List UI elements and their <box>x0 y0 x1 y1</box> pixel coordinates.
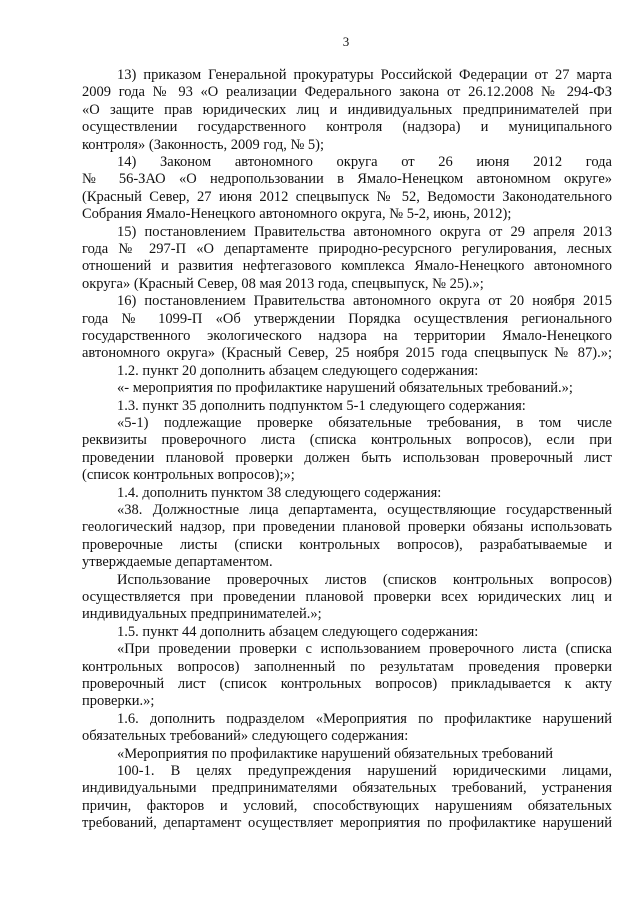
text-line: «О защите прав юридических лиц и индивидуальных предпринимателей при <box>82 101 612 118</box>
text-line: осуществлении государственного контроля (надзора) и муниципального <box>82 119 612 136</box>
text-line: «38. Должностные лица департамента, осуществляющие государственный <box>117 502 612 518</box>
text-line: осуществляется при проведении плановой проверки всех юридических лиц и <box>82 589 612 605</box>
text-line: округа» (Красный Север, 08 мая 2013 года, спецвыпуск, № 25).»; <box>82 275 484 292</box>
text-line: 15) постановлением Правительства автономного округа от 29 апреля 2013 <box>117 223 612 240</box>
text-line: 2009 года № 93 «О реализации Федерального закона от 26.12.2008 № 294-ФЗ <box>82 84 612 101</box>
text-line: утверждаемые департаментом. <box>82 554 273 571</box>
text-line: требований, департамент осуществляет мероприятия по профилактике нарушений <box>82 815 612 832</box>
text-line: (список контрольных вопросов);»; <box>82 467 295 484</box>
page-number: 3 <box>342 34 350 49</box>
text-line: 1.2. пункт 20 дополнить абзацем следующего содержания: <box>117 362 479 379</box>
text-line: 1.5. пункт 44 дополнить абзацем следующего содержания: <box>117 623 479 640</box>
text-line: обязательных требований» следующего содержания: <box>82 728 409 745</box>
text-line: года № 297-П «О департаменте природно-ресурсного регулирования, лесных <box>82 241 612 257</box>
text-line: реквизиты проверочного листа (списка контрольных вопросов), если при <box>82 432 612 449</box>
text-line: года № 1099-П «Об утверждении Порядка осуществления регионального <box>82 310 612 327</box>
text-line: государственного экологического надзора на территории Ямало-Ненецкого <box>82 328 612 344</box>
text-line: 100-1. В целях предупреждения нарушений юридическими лицами, <box>117 763 612 779</box>
text-line: индивидуальными предпринимателями обязательных требований, устранения <box>82 780 612 797</box>
text-line: 14) Законом автономного округа от 26 июня 2012 года <box>117 154 612 170</box>
text-line: № 56-ЗАО «О недропользовании в Ямало-Ненецком автономном округе» <box>82 171 612 188</box>
text-line: геологический надзор, при проведении плановой проверки обязаны использовать <box>82 519 612 536</box>
text-line: проверки.»; <box>82 693 155 710</box>
text-line: 16) постановлением Правительства автономного округа от 20 ноября 2015 <box>117 293 612 310</box>
text-line: (Красный Север, 27 июня 2012 спецвыпуск № 52, Ведомости Законодательного <box>82 188 612 205</box>
text-line: «Мероприятия по профилактике нарушений обязательных требований <box>117 745 554 762</box>
text-line: автономного округа» (Красный Север, 25 ноября 2015 года спецвыпуск № 87).»; <box>82 345 612 362</box>
text-line: проведении плановой проверки должен быть использован проверочный лист <box>82 449 612 466</box>
text-line: 1.3. пункт 35 дополнить подпунктом 5-1 следующего содержания: <box>117 397 526 414</box>
text-line: Использование проверочных листов (списков контрольных вопросов) <box>117 571 612 588</box>
text-line: 1.6. дополнить подразделом «Мероприятия по профилактике нарушений <box>117 710 612 727</box>
text-line: «5-1) подлежащие проверке обязательные требования, в том числе <box>117 415 612 431</box>
text-line: контрольных вопросов) заполненный по результатам проведения проверки <box>82 658 612 675</box>
text-line: причин, факторов и условий, способствующих нарушениям обязательных <box>82 797 612 814</box>
text-line: 1.4. дополнить пунктом 38 следующего содержания: <box>117 484 442 501</box>
text-line: 13) приказом Генеральной прокуратуры Российской Федерации от 27 марта <box>117 67 612 83</box>
text-line: индивидуальных предпринимателей.»; <box>82 606 322 623</box>
text-line: отношений и развития нефтегазового комплекса Ямало-Ненецкого автономного <box>82 258 612 275</box>
text-line: проверочные листы (списки контрольных вопросов), разрабатываемые и <box>82 536 612 553</box>
text-line: «- мероприятия по профилактике нарушений обязательных требований.»; <box>117 380 573 397</box>
text-line: проверочный лист (список контрольных вопросов) прикладывается к акту <box>82 676 612 692</box>
text-line: Собрания Ямало-Ненецкого автономного округа, № 5-2, июнь, 2012); <box>82 206 512 223</box>
text-line: контроля» (Законность, 2009 год, № 5); <box>82 136 325 153</box>
text-line: «При проведении проверки с использованием проверочного листа (списка <box>117 641 612 658</box>
